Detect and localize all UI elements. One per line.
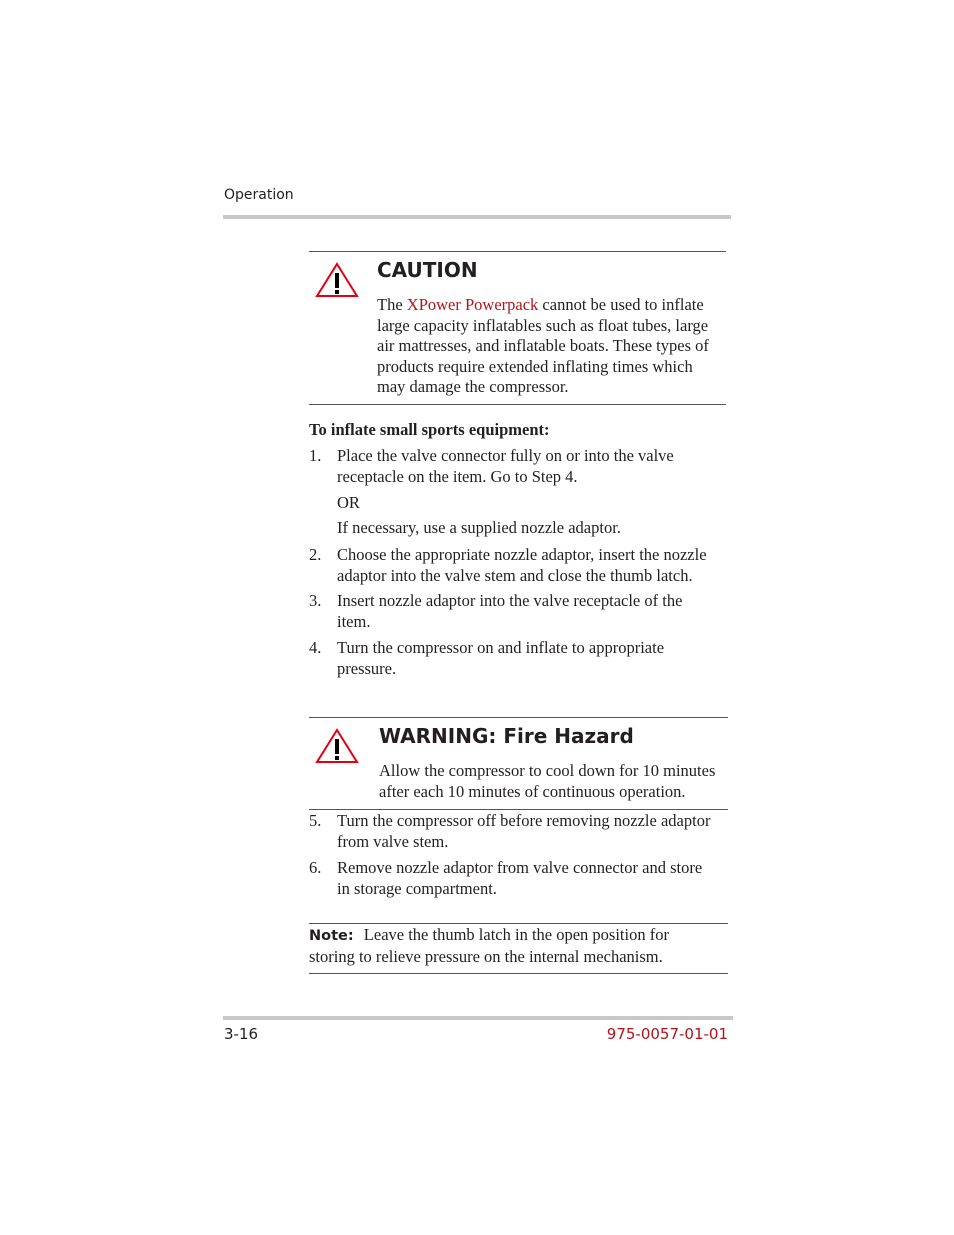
warning-body: Allow the compressor to cool down for 10 minutes after each 10 minutes of continuous operation. (379, 761, 716, 801)
product-name: XPower Powerpack (406, 295, 539, 314)
warning-top-rule (309, 717, 728, 718)
page-number: 3-16 (224, 1025, 259, 1043)
caution-body: The XPower Powerpack cannot be used to inflate large capacity inflatables such as float tubes, large air mattresses, and inflatable boats. These types of products require extended inflating times which may damage the compressor. (377, 295, 709, 396)
warning-triangle-icon (315, 728, 359, 769)
caution-bottom-rule (309, 404, 726, 405)
document-number: 975-0057-01-01 (606, 1025, 728, 1043)
note-top-rule (309, 923, 728, 924)
note-label: Note: (309, 928, 354, 944)
header-rule (223, 215, 731, 219)
procedure-heading: To inflate small sports equipment: (309, 420, 550, 439)
caution-top-rule (309, 251, 726, 252)
footer-rule (223, 1016, 733, 1020)
note: Note: Leave the thumb latch in the open position for storing to relieve pressure on the internal mechanism. (309, 925, 669, 966)
warning-title: WARNING: Fire Hazard (379, 724, 634, 748)
caution-title: CAUTION (377, 258, 478, 282)
if-necessary-text: If necessary, use a supplied nozzle adaptor. (337, 518, 621, 537)
note-bottom-rule (309, 973, 728, 974)
running-header: Operation (224, 187, 294, 203)
warning-bottom-rule (309, 809, 728, 810)
warning-triangle-icon (315, 262, 359, 303)
or-text: OR (337, 493, 360, 512)
